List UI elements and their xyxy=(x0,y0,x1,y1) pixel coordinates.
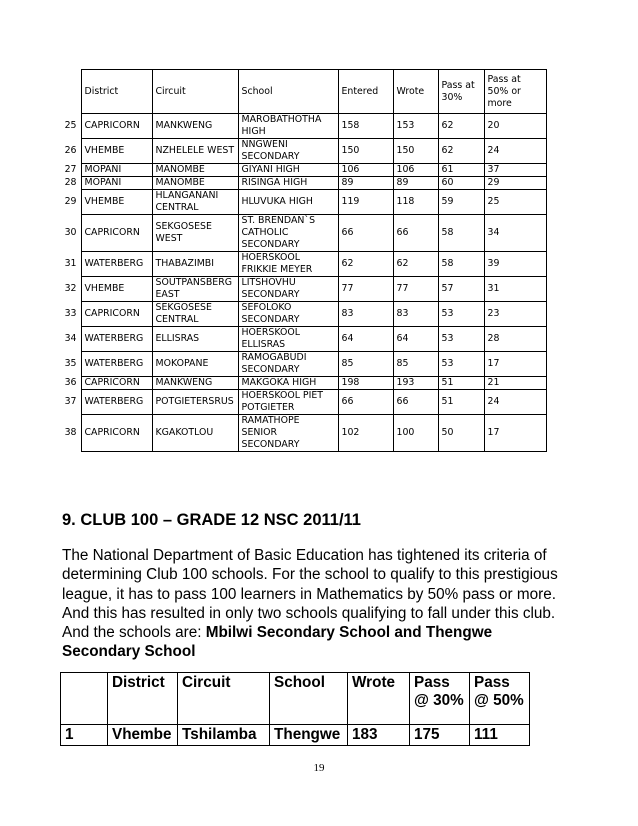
paragraph-highlight: Mbilwi Secondary School and Thengwe Secondary School xyxy=(62,624,493,661)
row-entered: 64 xyxy=(338,327,393,352)
row-wrote: 150 xyxy=(393,139,438,164)
row-district: MOPANI xyxy=(81,177,152,190)
table-row xyxy=(54,114,546,139)
row-pass-50: 23 xyxy=(484,302,546,327)
row-entered: 150 xyxy=(338,139,393,164)
row-district: WATERBERG xyxy=(81,352,152,377)
row-wrote: 77 xyxy=(393,277,438,302)
header-wrote: Wrote xyxy=(348,673,410,725)
table-header-row xyxy=(61,673,530,725)
table-row xyxy=(54,215,546,252)
row-pass-50: 17 xyxy=(484,415,546,452)
header-school: School xyxy=(270,673,348,725)
row-number: 30 xyxy=(54,215,81,252)
row-circuit: HLANGANANI CENTRAL xyxy=(152,190,238,215)
row-district: WATERBERG xyxy=(81,390,152,415)
row-wrote: 66 xyxy=(393,215,438,252)
table-row xyxy=(54,252,546,277)
row-circuit: NZHELELE WEST xyxy=(152,139,238,164)
row-entered: 85 xyxy=(338,352,393,377)
row-school: HOERSKOOL PIET POTGIETER xyxy=(238,390,338,415)
paragraph-text: The National Department of Basic Education has tightened its criteria of determining Club 100 schools. For the school to qualify to this prestigious league, it has to pass 100 learners in Mathematics by 50% pass or more. And this has resulted in only two schools qualifying to fall under this club. And the schools are: xyxy=(62,547,558,642)
row-pass-50: 24 xyxy=(484,139,546,164)
row-pass-50: 37 xyxy=(484,164,546,177)
header-pass-30: Pass @ 30% xyxy=(410,673,470,725)
row-school: MAROBATHOTHA HIGH xyxy=(238,114,338,139)
row-pass-30: 58 xyxy=(438,215,484,252)
row-circuit: MOKOPANE xyxy=(152,352,238,377)
row-district: CAPRICORN xyxy=(81,114,152,139)
header-pass-50: Pass @ 50% xyxy=(470,673,530,725)
row-circuit: THABAZIMBI xyxy=(152,252,238,277)
table-row xyxy=(54,377,546,390)
row-circuit: Tshilamba xyxy=(178,725,270,746)
row-wrote: 106 xyxy=(393,164,438,177)
table-row xyxy=(54,415,546,452)
row-district: Vhembe xyxy=(108,725,178,746)
header-pass-30: Pass at 30% xyxy=(438,70,484,114)
row-entered: 66 xyxy=(338,215,393,252)
header-blank xyxy=(54,70,81,114)
row-school: HOERSKOOL ELLISRAS xyxy=(238,327,338,352)
row-entered: 102 xyxy=(338,415,393,452)
row-number: 25 xyxy=(54,114,81,139)
club-100-table xyxy=(60,672,530,746)
row-number: 37 xyxy=(54,390,81,415)
row-number: 33 xyxy=(54,302,81,327)
row-number: 31 xyxy=(54,252,81,277)
row-wrote: 118 xyxy=(393,190,438,215)
header-circuit: Circuit xyxy=(178,673,270,725)
row-number: 35 xyxy=(54,352,81,377)
row-pass-50: 39 xyxy=(484,252,546,277)
row-pass-50: 21 xyxy=(484,377,546,390)
header-wrote: Wrote xyxy=(393,70,438,114)
row-school: ST. BRENDAN`S CATHOLIC SECONDARY xyxy=(238,215,338,252)
row-pass-50: 24 xyxy=(484,390,546,415)
row-number: 28 xyxy=(54,177,81,190)
row-pass-30: 53 xyxy=(438,302,484,327)
header-pass-50: Pass at 50% or more xyxy=(484,70,546,114)
row-school: LITSHOVHU SECONDARY xyxy=(238,277,338,302)
row-entered: 119 xyxy=(338,190,393,215)
row-district: CAPRICORN xyxy=(81,215,152,252)
row-pass-30: 53 xyxy=(438,352,484,377)
row-pass-30: 51 xyxy=(438,390,484,415)
row-wrote: 85 xyxy=(393,352,438,377)
table-row xyxy=(54,302,546,327)
row-pass-30: 59 xyxy=(438,190,484,215)
table-row xyxy=(54,327,546,352)
row-school: MAKGOKA HIGH xyxy=(238,377,338,390)
row-district: CAPRICORN xyxy=(81,377,152,390)
row-number: 1 xyxy=(61,725,108,746)
row-circuit: MANKWENG xyxy=(152,114,238,139)
row-pass-30: 51 xyxy=(438,377,484,390)
row-wrote: 66 xyxy=(393,390,438,415)
row-circuit: SEKGOSESE WEST xyxy=(152,215,238,252)
row-pass-30: 53 xyxy=(438,327,484,352)
row-pass-50: 28 xyxy=(484,327,546,352)
row-entered: 66 xyxy=(338,390,393,415)
row-number: 36 xyxy=(54,377,81,390)
section-heading: 9. CLUB 100 – GRADE 12 NSC 2011/11 xyxy=(62,511,361,529)
table-row xyxy=(54,390,546,415)
row-district: VHEMBE xyxy=(81,139,152,164)
header-district: District xyxy=(81,70,152,114)
row-district: WATERBERG xyxy=(81,252,152,277)
row-wrote: 100 xyxy=(393,415,438,452)
row-district: WATERBERG xyxy=(81,327,152,352)
row-pass-30: 58 xyxy=(438,252,484,277)
table-row xyxy=(54,139,546,164)
row-circuit: MANOMBE xyxy=(152,164,238,177)
row-number: 38 xyxy=(54,415,81,452)
table-row xyxy=(54,177,546,190)
row-wrote: 183 xyxy=(348,725,410,746)
row-wrote: 89 xyxy=(393,177,438,190)
row-pass-50: 29 xyxy=(484,177,546,190)
row-entered: 198 xyxy=(338,377,393,390)
row-circuit: MANOMBE xyxy=(152,177,238,190)
row-pass-30: 62 xyxy=(438,114,484,139)
row-circuit: SOUTPANSBERG EAST xyxy=(152,277,238,302)
row-circuit: ELLISRAS xyxy=(152,327,238,352)
row-entered: 62 xyxy=(338,252,393,277)
section-paragraph xyxy=(62,546,562,662)
row-pass-50: 17 xyxy=(484,352,546,377)
row-pass-50: 31 xyxy=(484,277,546,302)
row-school: HOERSKOOL FRIKKIE MEYER xyxy=(238,252,338,277)
table-body xyxy=(54,114,546,452)
row-district: VHEMBE xyxy=(81,190,152,215)
row-wrote: 64 xyxy=(393,327,438,352)
row-entered: 77 xyxy=(338,277,393,302)
header-entered: Entered xyxy=(338,70,393,114)
row-wrote: 83 xyxy=(393,302,438,327)
row-wrote: 153 xyxy=(393,114,438,139)
table-row xyxy=(54,190,546,215)
row-district: CAPRICORN xyxy=(81,302,152,327)
schools-results-table xyxy=(54,69,547,452)
row-circuit: KGAKOTLOU xyxy=(152,415,238,452)
row-pass-30: 57 xyxy=(438,277,484,302)
row-school: GIYANI HIGH xyxy=(238,164,338,177)
row-circuit: SEKGOSESE CENTRAL xyxy=(152,302,238,327)
row-school: SEFOLOKO SECONDARY xyxy=(238,302,338,327)
table-header-row xyxy=(54,70,546,114)
row-school: NNGWENI SECONDARY xyxy=(238,139,338,164)
page-number: 19 xyxy=(313,762,325,774)
row-entered: 106 xyxy=(338,164,393,177)
row-district: VHEMBE xyxy=(81,277,152,302)
row-district: CAPRICORN xyxy=(81,415,152,452)
table-row xyxy=(54,164,546,177)
row-wrote: 193 xyxy=(393,377,438,390)
row-number: 29 xyxy=(54,190,81,215)
row-pass-30: 60 xyxy=(438,177,484,190)
row-pass-30: 175 xyxy=(410,725,470,746)
row-pass-30: 50 xyxy=(438,415,484,452)
header-circuit: Circuit xyxy=(152,70,238,114)
row-school: RAMOGABUDI SECONDARY xyxy=(238,352,338,377)
row-number: 27 xyxy=(54,164,81,177)
row-school: HLUVUKA HIGH xyxy=(238,190,338,215)
row-entered: 158 xyxy=(338,114,393,139)
row-circuit: POTGIETERSRUS xyxy=(152,390,238,415)
row-number: 34 xyxy=(54,327,81,352)
row-school: Thengwe xyxy=(270,725,348,746)
row-school: RISINGA HIGH xyxy=(238,177,338,190)
row-entered: 83 xyxy=(338,302,393,327)
row-pass-50: 34 xyxy=(484,215,546,252)
row-number: 32 xyxy=(54,277,81,302)
row-pass-50: 20 xyxy=(484,114,546,139)
table-row xyxy=(54,277,546,302)
row-pass-50: 111 xyxy=(470,725,530,746)
row-circuit: MANKWENG xyxy=(152,377,238,390)
row-pass-30: 62 xyxy=(438,139,484,164)
table-row xyxy=(54,352,546,377)
row-school: RAMATHOPE SENIOR SECONDARY xyxy=(238,415,338,452)
row-pass-30: 61 xyxy=(438,164,484,177)
header-blank xyxy=(61,673,108,725)
row-pass-50: 25 xyxy=(484,190,546,215)
header-district: District xyxy=(108,673,178,725)
row-wrote: 62 xyxy=(393,252,438,277)
row-entered: 89 xyxy=(338,177,393,190)
header-school: School xyxy=(238,70,338,114)
row-number: 26 xyxy=(54,139,81,164)
table-row xyxy=(61,725,530,746)
row-district: MOPANI xyxy=(81,164,152,177)
